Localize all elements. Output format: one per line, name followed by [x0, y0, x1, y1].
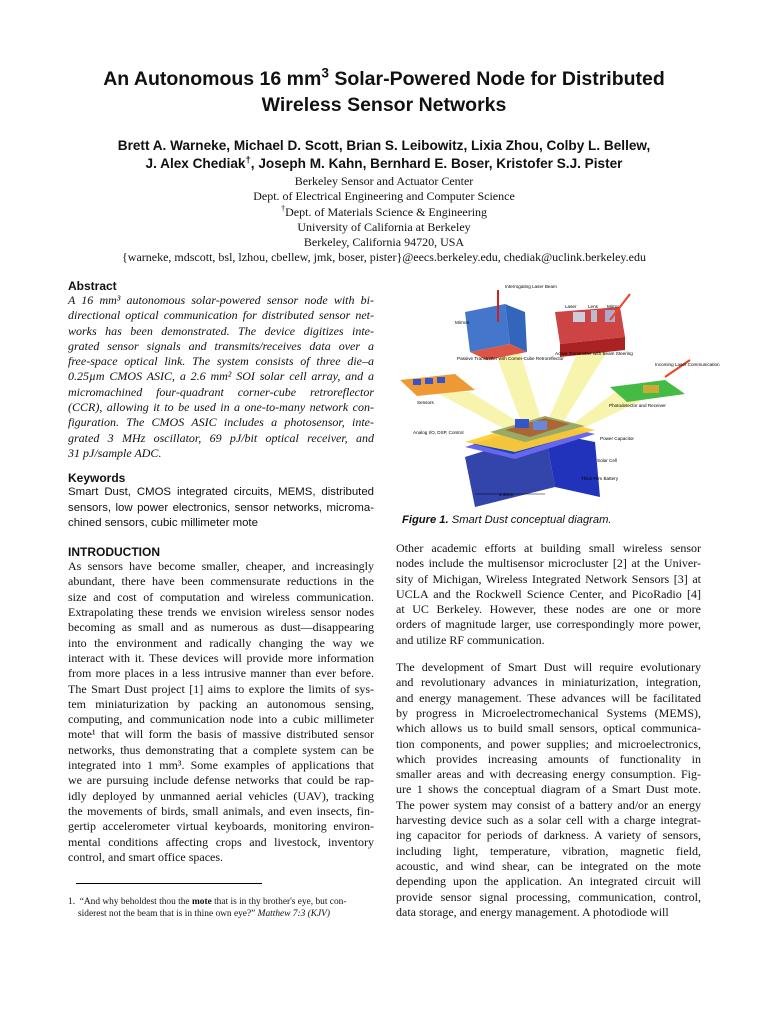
footnote-rule — [76, 883, 262, 884]
related-work-line: nodes include the multisensor microcluster [2] at the Univer- — [396, 556, 701, 571]
introduction-line: the movements of birds, small animals, and even insects, fin- — [68, 803, 374, 818]
introduction-line: As sensors have become smaller, cheaper, and increasingly — [68, 559, 374, 574]
svg-text:Analog I/O, DSP, Control: Analog I/O, DSP, Control — [413, 430, 464, 435]
footnote: 1. “And why beholdest thou the mote that is in thy brother's eye, but con- siderest not the beam that is in thine own eye?” Matthew 7:3 (KJV) — [68, 897, 347, 919]
email-list: {warneke, mdscott, bsl, lzhou, cbellew, jmk, boser, pister}@eecs.berkeley.edu, chediak@uclink.berkeley.edu — [122, 250, 646, 265]
introduction-line: The Smart Dust project [1] aims to explore the limits of sys- — [68, 681, 374, 696]
introduction-line: computing, and communication node into a cubic millimeter — [68, 712, 374, 727]
figure-caption: Figure 1. Smart Dust conceptual diagram. — [402, 514, 612, 526]
introduction-line: into the environment and radically changing the way we — [68, 635, 374, 650]
abstract-line: free-space optical link. The system consists of three die–a — [68, 354, 374, 369]
development-line: The development of Smart Dust will require evolutionary — [396, 660, 701, 675]
related-work-line: orders of magnitude larger, use correspondingly more power, — [396, 617, 701, 632]
related-work-line: at UC Berkeley. However, these nodes are one or more — [396, 602, 701, 617]
keywords-heading: Keywords — [68, 471, 126, 486]
keywords-body — [68, 485, 374, 531]
keywords-line: chined sensors, cubic millimeter mote — [68, 516, 258, 529]
abstract-line: grated sensor signals and transmits/receives data over a — [68, 338, 374, 353]
svg-text:1-2mm: 1-2mm — [499, 492, 514, 497]
svg-text:Passive Transmitter with Corne: Passive Transmitter with Corner-Cube Retroreflector — [457, 356, 564, 361]
development-line: which provides increasing amounts of functionality in — [396, 751, 701, 766]
development-line: including light, temperature, vibration, magnetic field, — [396, 843, 701, 858]
abstract-line: micromachined four-quadrant corner-cube retroreflector — [68, 384, 374, 399]
development-line: depending upon the application. An integrated circuit will — [396, 874, 701, 889]
keywords-line: Smart Dust, CMOS integrated circuits, MEMS, distributed — [68, 486, 374, 499]
development-line: data storage, and energy management. A photodiode will — [396, 904, 669, 919]
introduction-line: tem miniaturization by packing an autonomous sensing, — [68, 696, 374, 711]
svg-text:Solar Cell: Solar Cell — [597, 458, 617, 463]
related-work-line: sity of Michigan, Wireless Integrated Network Sensors [3] at — [396, 571, 701, 586]
development-line: provide sensor signal processing, communication, control, — [396, 889, 701, 904]
abstract-line: directional optical communication for distributed sensor net- — [68, 308, 374, 323]
development-line: by progress in Microelectromechanical Systems (MEMS), — [396, 705, 701, 720]
development-line: ure 1 shows the conceptual diagram of a Smart Dust mote. — [396, 782, 701, 797]
introduction-line: interact with it. These devices will provide more information — [68, 650, 374, 665]
abstract-line: 31 pJ/sample ADC. — [68, 445, 162, 460]
paper-title: An Autonomous 16 $mm^3$ Solar-Powered Node for Distributed Wireless Sensor Networks — [103, 65, 665, 116]
abstract-line: figuration. The CMOS ASIC includes a photosensor, inte- — [68, 415, 374, 430]
introduction-line: we are pursuing include defense networks that could be rap- — [68, 773, 374, 788]
introduction-line: abundant, there have been commensurate reductions in the — [68, 574, 374, 589]
development-line: acoustic, and wind shear, can be integrated on the mote — [396, 858, 701, 873]
svg-text:Interrogating Laser Beam: Interrogating Laser Beam — [505, 284, 557, 289]
introduction-line: from more places in a less intrusive manner than ever before. — [68, 666, 374, 681]
introduction-heading: INTRODUCTION — [68, 545, 160, 560]
svg-text:Incoming Laser Communication: Incoming Laser Communication — [655, 362, 720, 367]
development-line: and energy management. These advances will be facilitated — [396, 690, 701, 705]
affiliation-block: Berkeley Sensor and Actuator Center Dept. of Electrical Engineering and Computer Science †Dept. of Materials Science & Engineering University of California at Berkeley Berkeley, California 94720, USA {warneke, mdscott, bsl, lzhou, cbellew, jmk, boser, pister}@eecs.berkeley.edu, chediak@uclink.berkeley.edu — [0, 174, 768, 266]
abstract-line: (CCR), allowing it to be used in a one-to-many network con- — [68, 400, 374, 415]
svg-text:Active Transmitter with Beam S: Active Transmitter with Beam Steering — [555, 351, 633, 356]
introduction-line: Extrapolating these trends we envision wireless sensor nodes — [68, 605, 374, 620]
svg-text:Thick-Film Battery: Thick-Film Battery — [581, 476, 619, 481]
abstract-body — [68, 293, 374, 461]
development-line: The power system may consist of a battery and/or an energy — [396, 797, 701, 812]
svg-text:Power Capacitor: Power Capacitor — [600, 436, 634, 441]
development-line: harvesting device such as a solar cell with a charge integrat- — [396, 813, 701, 828]
introduction-line: becoming as small and as numerous as dust—disappearing — [68, 620, 374, 635]
svg-text:Laser: Laser — [565, 304, 577, 309]
author-list: Brett A. Warneke, Michael D. Scott, Brian S. Leibowitz, Lixia Zhou, Colby L. Bellew, J. Alex Chediak†, Joseph M. Kahn, Bernhard E. Boser, Kristofer S.J. Pister — [117, 138, 651, 171]
development-line: smaller areas and with decreasing energy consumption. Fig- — [396, 767, 701, 782]
introduction-line: size and cost of computation and wireless communication. — [68, 589, 374, 604]
introduction-line: mental conditions affecting crops and livestock, inventory — [68, 834, 374, 849]
introduction-line: idly deployed by unmanned aerial vehicles (UAV), tracking — [68, 788, 374, 803]
introduction-line: mote¹ that will form the basis of massive distributed sensor — [68, 727, 374, 742]
paragraph-related-work — [396, 541, 701, 648]
development-line: and revolutionary advances in miniaturization, integration, — [396, 675, 701, 690]
right-column — [396, 541, 701, 920]
development-line: which allows us to build small sensors, optical communica- — [396, 721, 701, 736]
svg-text:Lens: Lens — [588, 304, 598, 309]
abstract-line: 0.25µm CMOS ASIC, a 2.6 mm² SOI solar cell array, and a — [68, 369, 374, 384]
svg-text:Mirror: Mirror — [607, 304, 619, 309]
development-line: tion components, and power supplies; and microelectronics, — [396, 736, 701, 751]
related-work-line: Other academic efforts at building small wireless sensor — [396, 541, 701, 555]
left-column — [68, 279, 374, 865]
introduction-line: control, and smart office spaces. — [68, 849, 224, 864]
svg-text:Photodetector and Receiver: Photodetector and Receiver — [609, 403, 666, 408]
introduction-body — [68, 559, 374, 865]
related-work-line: and utilize RF communication. — [396, 632, 545, 647]
abstract-line: grated 3 MHz oscillator, 69 pJ/bit optical receiver, and — [68, 430, 374, 445]
svg-text:Sensors: Sensors — [417, 400, 434, 405]
related-work-line: UCLA and the Rockwell Science Center, and PicoRadio [4] — [396, 586, 701, 601]
abstract-line: A 16 mm³ autonomous solar-powered sensor node with bi- — [68, 293, 374, 307]
introduction-line: networks, thus demonstrating that a complete system can be — [68, 742, 374, 757]
keywords-line: sensors, low power electronics, sensor networks, microma- — [68, 501, 374, 514]
abstract-line: works has been demonstrated. The device digitizes inte- — [68, 323, 374, 338]
paragraph-development — [396, 660, 701, 920]
smart-dust-diagram — [395, 282, 720, 514]
introduction-line: gertip accelerometer virtual keyboards, monitoring environ- — [68, 819, 374, 834]
development-line: ing capacitor for periods of darkness. A variety of sensors, — [396, 828, 701, 843]
svg-text:Mirrors: Mirrors — [455, 320, 470, 325]
abstract-heading: Abstract — [68, 279, 117, 293]
introduction-line: integrated into 1 mm³. Some examples of applications that — [68, 758, 374, 773]
